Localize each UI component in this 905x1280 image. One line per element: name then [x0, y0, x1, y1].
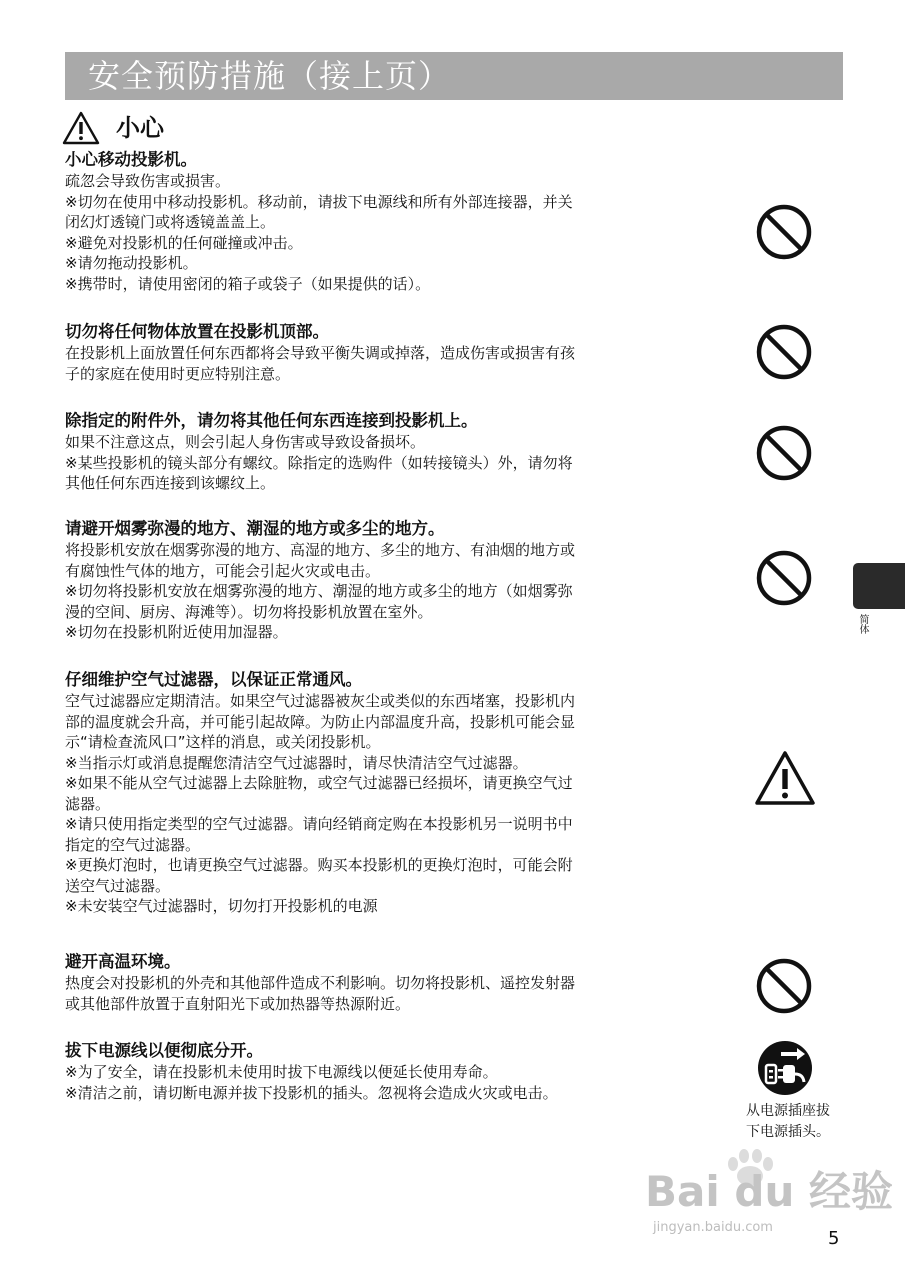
warning-triangle-icon: [62, 111, 100, 145]
section-text-line: ※如果不能从空气过滤器上去除脏物，或空气过滤器已经损坏，请更换空气过: [65, 774, 573, 792]
unplug-icon: [757, 1040, 813, 1096]
section-text-line: 指定的空气过滤器。: [65, 835, 201, 854]
prohibition-icon: [756, 324, 812, 380]
section-text-line: 空气过滤器应定期清洁。如果空气过滤器被灰尘或类似的东西堵塞，投影机内: [65, 692, 576, 710]
section-text-line: ※切勿在使用中移动投影机。移动前，请拔下电源线和所有外部连接器，并关: [65, 192, 573, 211]
section-text-line: 送空气过滤器。: [65, 876, 171, 895]
section-avoid-smoke-humidity-dust: [65, 518, 735, 643]
section-heading: 避开高温环境。: [65, 952, 181, 971]
section-text-line: ※更换灯泡时，也请更换空气过滤器。购买本投影机的更换灯泡时，可能会附: [65, 856, 573, 874]
section-text-line: 热度会对投影机的外壳和其他部件造成不利影响。切勿将投影机、遥控发射器: [65, 974, 576, 992]
section-heading: 仔细维护空气过滤器，以保证正常通风。: [65, 670, 362, 689]
section-text-line: 将投影机安放在烟雾弥漫的地方、高湿的地方、多尘的地方、有油烟的地方或: [65, 541, 576, 559]
section-text-line: 闭幻灯透镜门或将透镜盖盖上。: [65, 213, 276, 231]
unplug-caption-line: 从电源插座拔: [746, 1103, 830, 1119]
section-unplug-power: [65, 1040, 735, 1103]
section-move-projector: [65, 149, 735, 294]
caution-label: 小心: [116, 114, 164, 142]
prohibition-icon: [756, 550, 812, 606]
section-heading: 拔下电源线以便彻底分开。: [65, 1041, 263, 1060]
watermark: [645, 1150, 893, 1245]
section-text-line: 子的家庭在使用时更应特别注意。: [65, 364, 291, 383]
prohibition-icon: [756, 204, 812, 260]
section-text-line: 示“请检查流风口”这样的消息，或关闭投影机。: [65, 733, 381, 751]
warning-triangle-icon: [754, 750, 816, 806]
section-text-line: ※避免对投影机的任何碰撞或冲击。: [65, 233, 303, 252]
watermark-url: jingyan.baidu.com: [653, 1220, 773, 1235]
section-text-line: 滤器。: [65, 794, 111, 813]
section-text-line: 在投影机上面放置任何东西都将会导致平衡失调或掉落，造成伤害或损害有孩: [65, 344, 576, 362]
section-text-line: ※请勿拖动投影机。: [65, 254, 198, 272]
section-text-line: ※为了安全，请在投影机未使用时拔下电源线以便延长使用寿命。: [65, 1063, 498, 1081]
section-heading: 切勿将任何物体放置在投影机顶部。: [65, 322, 329, 341]
section-text-line: 漫的空间、厨房、海滩等）。切勿将投影机放置在室外。: [65, 602, 433, 621]
section-text-line: 部的温度就会升高，并可能引起故障。为防止内部温度升高，投影机可能会显: [65, 712, 576, 731]
section-accessories-only: [65, 410, 735, 494]
section-text-line: ※某些投影机的镜头部分有螺纹。除指定的选购件（如转接镜头）外，请勿将: [65, 453, 573, 472]
section-text-line: ※当指示灯或消息提醒您清洁空气过滤器时，请尽快清洁空气过滤器。: [65, 753, 528, 772]
section-text-line: 有腐蚀性气体的地方，可能会引起火灾或电击。: [65, 561, 381, 580]
section-text-line: ※携带时，请使用密闭的箱子或袋子（如果提供的话）。: [65, 274, 431, 293]
section-text-line: ※未安装空气过滤器时，切勿打开投影机的电源: [65, 897, 378, 915]
section-air-filter: [65, 669, 735, 917]
section-text-line: 其他任何东西连接到该螺纹上。: [65, 474, 276, 492]
unplug-caption: [728, 1101, 848, 1143]
language-tab-label: 简体: [857, 614, 868, 634]
section-text-line: 或其他部件放置于直射阳光下或加热器等热源附近。: [65, 994, 411, 1013]
prohibition-icon: [756, 425, 812, 481]
section-text-line: 疏忽会导致伤害或损害。: [65, 172, 231, 190]
prohibition-icon: [756, 958, 812, 1014]
section-heading: 除指定的附件外，请勿将其他任何东西连接到投影机上。: [65, 411, 478, 430]
section-text-line: 如果不注意这点，则会引起人身伤害或导致设备损坏。: [65, 433, 426, 451]
page-number: 5: [828, 1228, 840, 1249]
section-avoid-high-temperature: [65, 951, 735, 1014]
section-text-line: ※清洁之前，请切断电源并拔下投影机的插头。忽视将会造成火灾或电击。: [65, 1083, 558, 1102]
section-heading: 请避开烟雾弥漫的地方、潮湿的地方或多尘的地方。: [65, 519, 445, 538]
watermark-logo: Bai du 经验: [645, 1167, 893, 1216]
section-heading: 小心移动投影机。: [65, 150, 197, 169]
language-tab: [853, 563, 905, 609]
section-text-line: ※切勿在投影机附近使用加湿器。: [65, 623, 288, 641]
section-text-line: ※切勿将投影机安放在烟雾弥漫的地方、潮湿的地方或多尘的地方（如烟雾弥: [65, 582, 573, 600]
section-no-objects-on-top: [65, 321, 735, 384]
unplug-caption-line: 下电源插头。: [746, 1124, 830, 1140]
page-title: 安全预防措施（接上页）: [88, 57, 452, 95]
section-text-line: ※请只使用指定类型的空气过滤器。请向经销商定购在本投影机另一说明书中: [65, 815, 573, 833]
